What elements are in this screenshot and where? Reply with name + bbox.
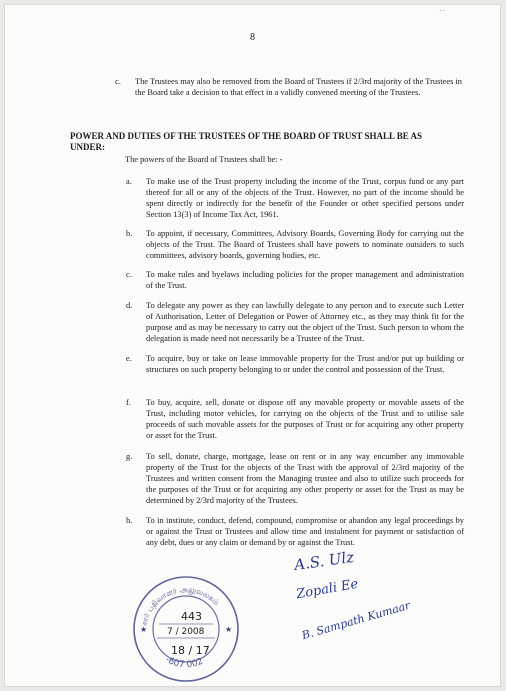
clause-label: c. [115, 77, 121, 86]
item-text: To delegate any power as they can lawfully delegate to any person and to execute such Letter of Authorisation, Letter of Delegation or Power of Attorney etc., as they may think fit for the purpose and as may be necessary to carry out the object of the Trust. Such person to whom the delegation is made need not necessarily be a Trustee of the Trust. [146, 301, 464, 343]
page-number: 8 [250, 32, 255, 43]
power-item-h [126, 515, 464, 548]
signature-2: Zopali Ee [295, 576, 360, 603]
item-text: To buy, acquire, sell, donate or dispose off any movable property or movable assets of the Trust, including motor vehicles, for carrying on the objects of the Trust and to utilise sale proceeds of such movable assets for the purposes of Trust or for acquiring any other property or asset for the Trust. [146, 398, 464, 440]
item-label: d. [126, 301, 133, 310]
stamp-number-1: 443 [181, 610, 202, 623]
power-item-e [126, 353, 464, 375]
item-label: g. [126, 452, 133, 461]
power-item-a [126, 176, 464, 220]
item-label: f. [126, 398, 131, 407]
stamp-date: 7 / 2008 [167, 627, 205, 637]
item-text: To sell, donate, charge, mortgage, lease on rent or in any way encumber any immovable property of the Trust for the objects of the Trust with the approval of 2/3rd majority of the Trustees and written consent from the Managing trustee and also to utilize such proceeds for the purposes of the Trust or for acquiring any other property or asset for the Trust as may be determined by 2/3rd majority of the Trustees. [146, 452, 464, 505]
svg-text:★: ★ [225, 625, 233, 634]
top-margin-mark: - - [439, 8, 445, 14]
stamp-top-text: சார் பதிவாளர் அலுவலகம் [139, 584, 222, 627]
item-text: To in institute, conduct, defend, compound, compromise or abandon any legal proceedings by or against the Trust or Trustees and allow time and instalment for payment or satisfaction of any debt, dues or any claim or demand by or against the Trust. [146, 516, 464, 547]
document-page [4, 4, 501, 687]
power-item-b [126, 228, 464, 261]
clause-text: The Trustees may also be removed from the Board of Trustees if 2/3rd majority of the Trustees in the Board take a decision to that effect in a validly convened meeting of the Trustees. [135, 77, 462, 97]
power-item-g [126, 451, 464, 506]
stamp-number-2: 18 / 17 [171, 644, 210, 657]
signature-3: B. Sampath Kumaar [300, 598, 412, 643]
registration-stamp [131, 574, 241, 684]
power-item-c [126, 269, 464, 291]
item-label: c. [126, 270, 132, 279]
power-item-d [126, 300, 464, 344]
item-label: h. [126, 516, 133, 525]
power-item-f [126, 397, 464, 441]
item-label: e. [126, 354, 132, 363]
item-text: To acquire, buy or take on lease immovable property for the Trust and/or put up building or structures on such property belonging to or under the control and possession of the Trust. [146, 354, 464, 374]
item-text: To appoint, if necessary, Committees, Advisory Boards, Governing Body for carrying out the objects of the Trust. The Board of Trustees shall have powers to nominate outsiders to such committees, advisory boards, governing bodies, etc. [146, 229, 464, 260]
item-text: To make rules and byelaws including policies for the proper management and administration of the Trust. [146, 270, 464, 290]
section-heading: POWER AND DUTIES OF THE TRUSTEES OF THE BOARD OF TRUST SHALL BE AS UNDER: [70, 131, 423, 152]
powers-intro: The powers of the Board of Trustees shall be: - [125, 155, 283, 164]
stamp-bottom-text: -607 002 [163, 654, 205, 671]
item-label: b. [126, 229, 133, 238]
svg-text:★: ★ [140, 625, 148, 634]
svg-text:-607 002 [163, 655, 204, 670]
signature-1: A.S. Ulz [293, 547, 356, 575]
item-label: a. [126, 177, 132, 186]
item-text: To make use of the Trust property including the income of the Trust, corpus fund or any part thereof for all or any of the objects of the Trust. However, no part of the income should be spent directly or indirectly for the benefit of the Founder or other specified persons under Section 13(3) of Income Tax Act, 1961. [146, 177, 464, 219]
clause-c-removal [115, 76, 462, 98]
